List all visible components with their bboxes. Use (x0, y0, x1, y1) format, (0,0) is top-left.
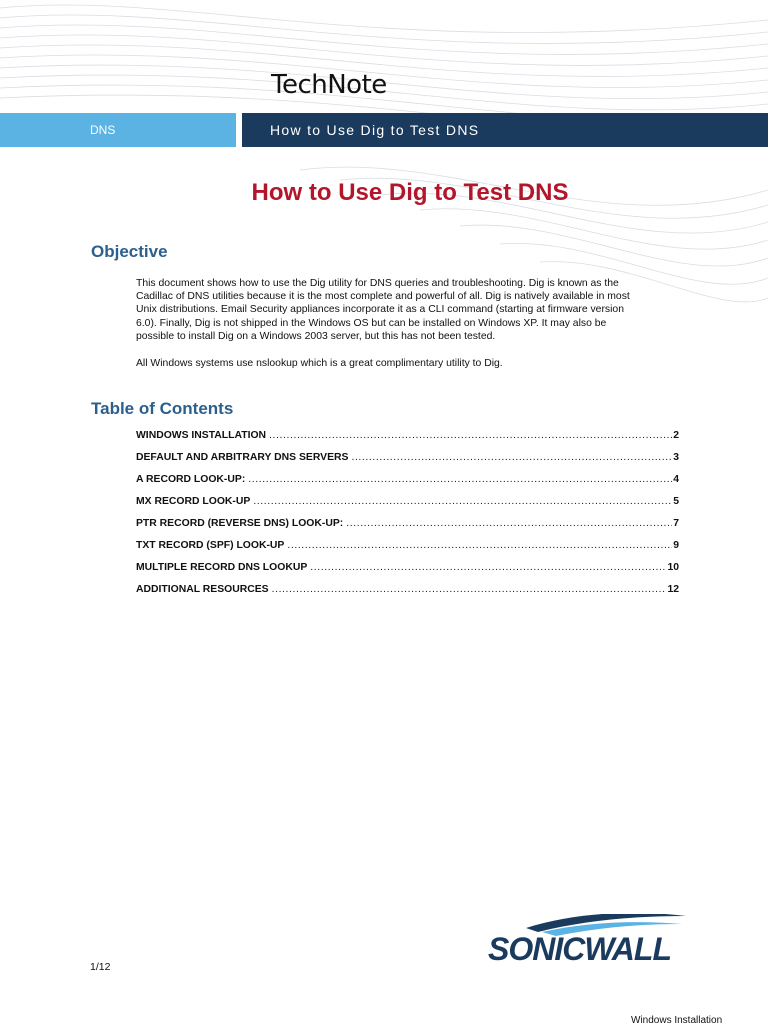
category-band (0, 113, 236, 147)
toc-entry-page: 2 (673, 430, 679, 441)
objective-line: 6.0). Finally, Dig is not shipped in the Windows OS but can be installed on Windows XP. It may also be (136, 317, 607, 329)
toc-leader-dots (346, 518, 672, 529)
sonicwall-logo (486, 914, 690, 966)
toc-entry-page: 12 (667, 584, 679, 595)
toc-entry[interactable] (136, 430, 679, 452)
toc-entry[interactable] (136, 540, 679, 562)
toc-entry-page: 9 (673, 540, 679, 551)
objective-line: Unix distributions. Email Security appliances incorporate it as a CLI command (starting at firmware version (136, 304, 624, 316)
objective-paragraph (136, 277, 696, 343)
toc-entry[interactable] (136, 518, 679, 540)
toc-leader-dots (269, 430, 672, 441)
toc-entry-label: A RECORD LOOK-UP: (136, 474, 246, 485)
toc-entry[interactable] (136, 452, 679, 474)
toc-leader-dots (253, 496, 672, 507)
toc-leader-dots (310, 562, 666, 573)
title-band (242, 113, 768, 147)
toc-entry-label: MULTIPLE RECORD DNS LOOKUP (136, 562, 308, 573)
toc-leader-dots (287, 540, 672, 551)
toc-entry-label: PTR RECORD (REVERSE DNS) LOOK-UP: (136, 518, 344, 529)
objective-line: Cadillac of DNS utilities because it is the most complete and powerful of all. Dig is natively available in most (136, 291, 630, 303)
toc-leader-dots (272, 584, 667, 595)
category-label: DNS (90, 123, 116, 137)
toc-entry-label: ADDITIONAL RESOURCES (136, 584, 269, 595)
toc-entry-label: MX RECORD LOOK-UP (136, 496, 251, 507)
toc-entry[interactable] (136, 496, 679, 518)
toc-entry-page: 4 (673, 474, 679, 485)
toc-leader-dots (248, 474, 672, 485)
logo-text: SONICWALL (488, 931, 671, 966)
toc-heading: Table of Contents (91, 399, 234, 418)
technote-brand: TechNote (271, 70, 387, 100)
band-title: How to Use Dig to Test DNS (270, 122, 480, 138)
toc-entry-page: 5 (673, 496, 679, 507)
toc-entry-page: 10 (667, 562, 679, 573)
document-title: How to Use Dig to Test DNS (251, 179, 569, 206)
toc-entry[interactable] (136, 562, 679, 584)
page-number: 1/12 (90, 961, 111, 973)
nslookup-paragraph: All Windows systems use nslookup which is a great complimentary utility to Dig. (136, 358, 503, 369)
objective-line: This document shows how to use the Dig utility for DNS queries and troubleshooting. Dig is known as the (136, 278, 619, 289)
footer-section-label: Windows Installation (631, 1015, 723, 1026)
toc-entry-page: 7 (673, 518, 679, 529)
objective-heading: Objective (91, 242, 168, 261)
toc-entry[interactable] (136, 584, 679, 606)
toc-entry-page: 3 (673, 452, 679, 463)
toc-entry[interactable] (136, 474, 679, 496)
toc-entry-label: DEFAULT AND ARBITRARY DNS SERVERS (136, 452, 349, 463)
toc-entry-label: TXT RECORD (SPF) LOOK-UP (136, 540, 285, 551)
table-of-contents (136, 430, 679, 606)
objective-line: possible to install Dig on a Windows 2003 server, but this has not been tested. (136, 330, 496, 342)
toc-leader-dots (351, 452, 672, 463)
toc-entry-label: WINDOWS INSTALLATION (136, 430, 267, 441)
